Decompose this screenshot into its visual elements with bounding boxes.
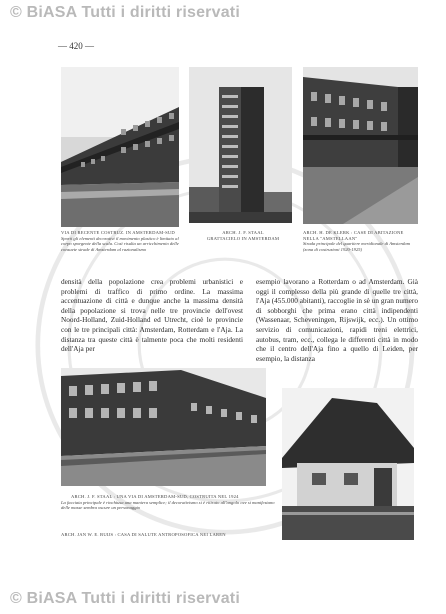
watermark-top: © BiASA Tutti i diritti riservati [10, 4, 240, 21]
caption-street [61, 230, 183, 252]
caption-tower [198, 230, 288, 241]
caption-street-desc: Sporti gli elementi decorativi il movimento plastico è limitato al corpo sporgente della scala. Così risulta un arricchimento delle consuete strade di Amsterdam al razionalismo [61, 235, 179, 252]
caption-amstellaan-desc: Strada principale del quartiere meridionale di Amsterdam (zona di costruzioni 1920-1925) [303, 241, 411, 252]
photo-street-amsterdam-sud [61, 67, 179, 227]
photo-amstellaan [303, 67, 418, 224]
photo-grattacielo [189, 67, 292, 223]
caption-via-1924 [61, 494, 283, 511]
watermark-bottom: © BiASA Tutti i diritti riservati [10, 590, 240, 607]
page-number: — 420 — [58, 41, 94, 51]
caption-casa-di-salute-title: ARCH. JAN W. E. BUIJS : CASA DI SALUTE ANTROPOSOFICA NEI LAREN [61, 532, 226, 537]
caption-street-title: VIA DI RECENTE COSTRUZ. IN AMSTERDAM-SUD [61, 230, 175, 235]
body-column-left [61, 277, 243, 354]
caption-casa-di-salute [61, 532, 283, 538]
caption-via-1924-desc: La facciata principale è rinchiusa una maniera semplice; il decorativismo si è ritirato all'angolo ove si manifestano delle masse sembra oscure un personaggio [61, 499, 275, 511]
caption-tower-desc: GRATTACIELO IN AMSTERDAM [206, 235, 280, 241]
photo-via-1924 [61, 368, 266, 486]
body-right-text: esempio lavorano a Rotterdam o ad Amsterdam. Già oggi il complesso della più grande di quelle tre città, l'Aja (455.000 abitanti), raccoglie in sè un gran numero di sobborghi che prima erano città indipendenti (Wassenaar, Scheveningen, Rijswijk, ecc.). Un ottimo servizio di comunicazioni, rapidi treni elettrici, autobus, tram, ecc., collega le differenti città in modo che il centro dell'Aja fino a quello di Leiden, per esempio, la distanza [256, 277, 418, 363]
caption-tower-title: ARCH. J. F. STAAL [222, 230, 264, 235]
photo-casa-di-salute [282, 388, 414, 540]
caption-amstellaan [303, 230, 418, 252]
caption-amstellaan-title: ARCH. H. DE KLERK : CASE DI ABITAZIONE NELLA "AMSTELLAAN" [303, 230, 404, 241]
body-left-text: densità della popolazione crea problemi urbanistici e problemi di traffico di primo ordine. La massima accentuazione di città e dunque anche la massima densità della popolazione si trova nelle tre provincie dell'ovest Noord-Holland, Zuid-Holland ed Utrecht, cioè le provincie con le tre principali città: Amsterdam, Rotterdam e l'Aja. La distanza tra queste città è talmente poca che molti residenti dell'Aja per [61, 277, 243, 354]
caption-via-1924-title: ARCH. J. F. STAAL : UNA VIA DI AMSTERDAM-SUD, COSTRUITA NEL 1924 [71, 494, 239, 499]
body-column-right [256, 277, 418, 363]
